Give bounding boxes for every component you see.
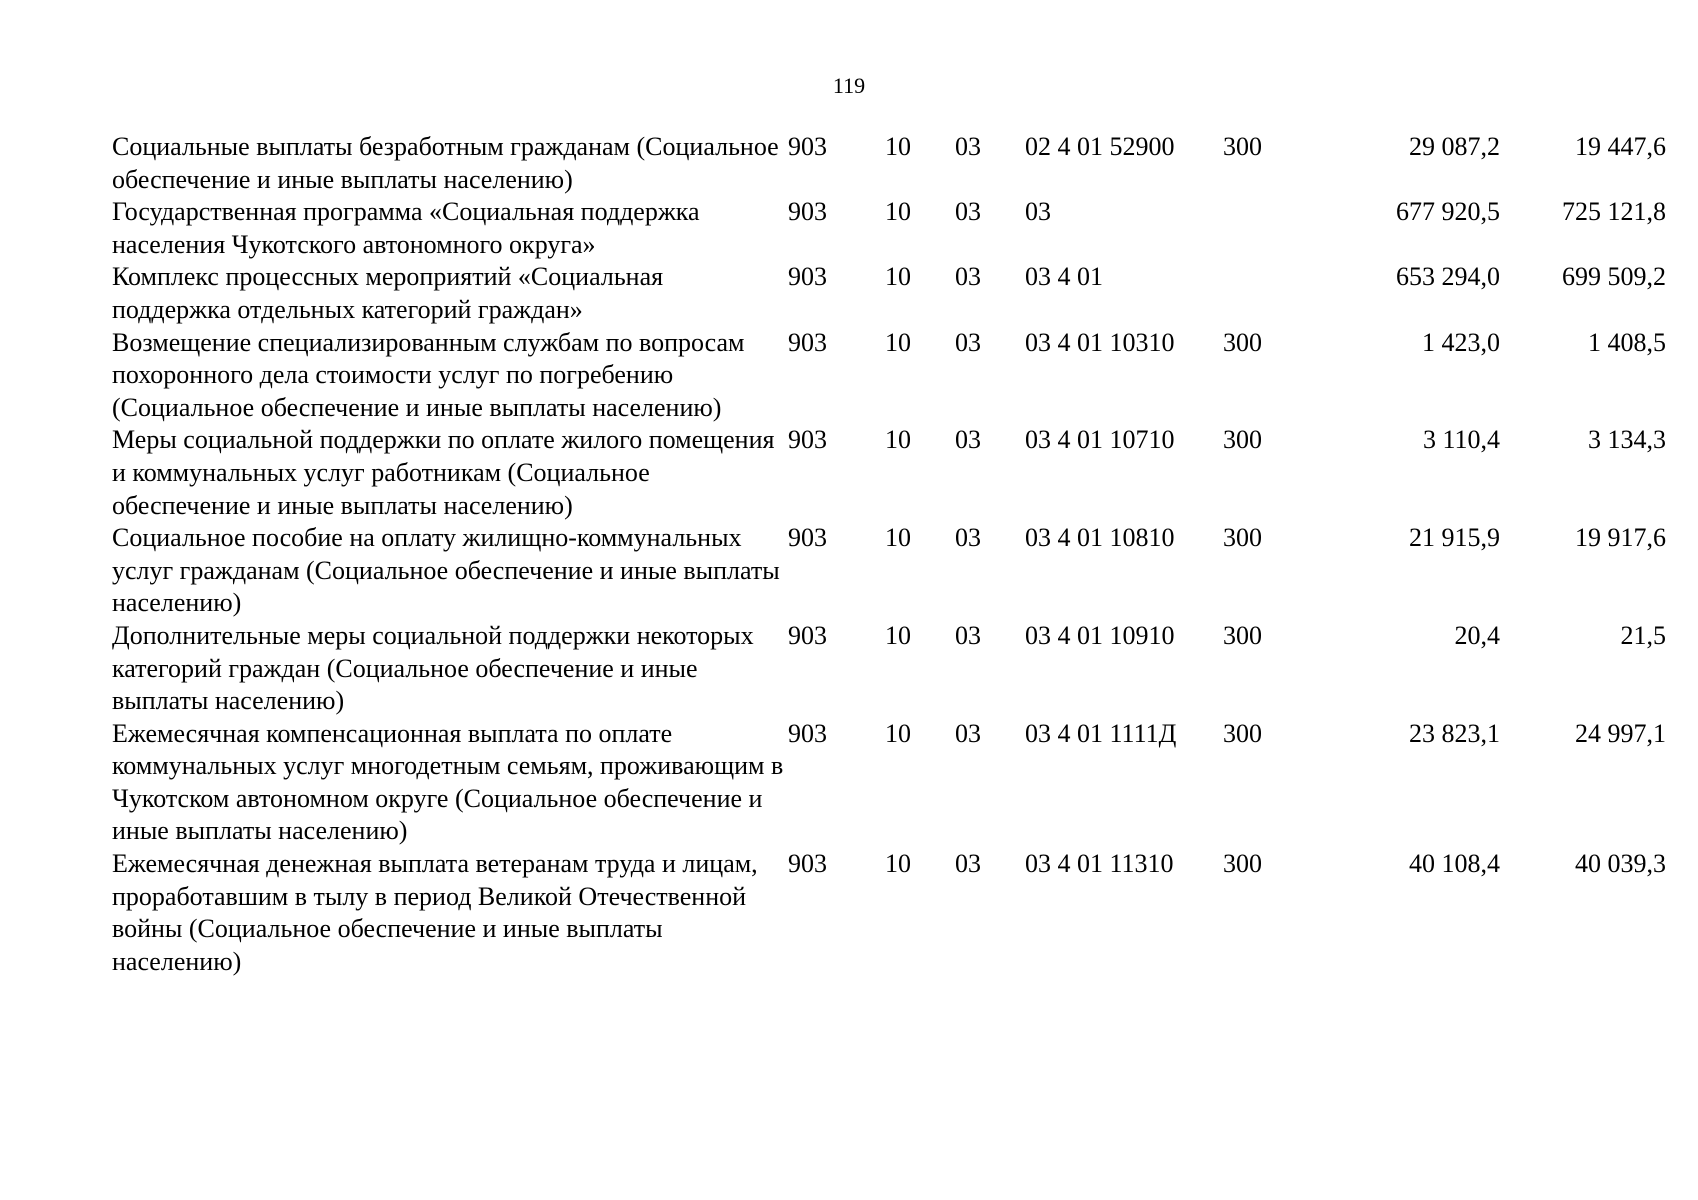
row-name: Государственная программа «Социальная поддержка населения Чукотского автономного округа» [112,197,700,259]
row-target-article-code: 03 [1025,197,1051,227]
row-subsection-code: 03 [955,523,981,553]
row-subsection-code: 03 [955,425,981,455]
row-amount-year-1: 40 108,4 [1409,849,1500,879]
row-subsection-code: 03 [955,849,981,879]
row-name: Ежемесячная компенсационная выплата по оплате коммунальных услуг многодетным семьям, проживающим в Чукотском автономном округе (Социальное обеспечение и иные выплаты населению) [112,718,784,846]
table-row [112,327,1666,425]
row-grbs-code: 903 [788,132,827,161]
row-name: Дополнительные меры социальной поддержки некоторых категорий граждан (Социальное обеспечение и иные выплаты населению) [112,620,754,716]
row-target-article-code: 03 4 01 1111Д [1025,718,1177,748]
page-number: 119 [832,73,866,98]
row-target-article-code: 02 4 01 52900 [1025,132,1175,161]
row-amount-year-2: 699 509,2 [1562,262,1666,292]
table-row [112,196,1666,261]
row-subsection-code: 03 [955,197,981,227]
row-amount-year-1: 1 423,0 [1422,327,1500,357]
row-section-code: 10 [885,262,911,292]
row-target-article-code: 03 4 01 10710 [1025,425,1175,455]
row-section-code: 10 [885,132,911,161]
row-expense-type-code: 300 [1223,327,1262,357]
row-subsection-code: 03 [955,262,981,292]
row-grbs-code: 903 [788,327,827,357]
row-expense-type-code: 300 [1223,718,1262,748]
row-section-code: 10 [885,327,911,357]
row-amount-year-2: 19 917,6 [1575,523,1666,553]
row-grbs-code: 903 [788,718,827,748]
row-section-code: 10 [885,523,911,553]
row-amount-year-2: 3 134,3 [1588,425,1666,455]
row-amount-year-1: 23 823,1 [1409,718,1500,748]
row-amount-year-1: 21 915,9 [1409,523,1500,553]
row-target-article-code: 03 4 01 10910 [1025,620,1175,650]
table-row [112,522,1666,620]
row-amount-year-2: 725 121,8 [1562,197,1666,227]
table-row [112,261,1666,326]
row-amount-year-1: 677 920,5 [1396,197,1500,227]
table-row [112,131,1666,196]
row-name: Социальное пособие на оплату жилищно-коммунальных услуг гражданам (Социальное обеспечение и иные выплаты населению) [112,523,780,618]
row-section-code: 10 [885,718,911,748]
row-amount-year-2: 21,5 [1620,620,1666,650]
table-body [112,131,1666,978]
row-amount-year-1: 29 087,2 [1409,132,1500,161]
row-amount-year-1: 653 294,0 [1396,262,1500,292]
row-amount-year-2: 24 997,1 [1575,718,1666,748]
row-amount-year-2: 19 447,6 [1575,132,1666,161]
row-grbs-code: 903 [788,849,827,879]
row-subsection-code: 03 [955,327,981,357]
row-section-code: 10 [885,620,911,650]
row-grbs-code: 903 [788,197,827,227]
row-target-article-code: 03 4 01 10810 [1025,523,1175,553]
row-subsection-code: 03 [955,620,981,650]
row-expense-type-code: 300 [1223,132,1262,161]
table-row [112,718,1666,848]
row-grbs-code: 903 [788,620,827,650]
row-grbs-code: 903 [788,262,827,292]
table-row [112,620,1666,718]
budget-table [112,131,1666,978]
row-target-article-code: 03 4 01 10310 [1025,327,1175,357]
row-name: Возмещение специализированным службам по вопросам похоронного дела стоимости услуг по погребению (Социальное обеспечение и иные выплаты населению) [112,327,745,422]
table-row [112,848,1666,978]
row-grbs-code: 903 [788,425,827,455]
row-grbs-code: 903 [788,523,827,553]
row-section-code: 10 [885,425,911,455]
row-expense-type-code: 300 [1223,620,1262,650]
row-amount-year-2: 1 408,5 [1588,327,1666,357]
row-amount-year-2: 40 039,3 [1575,849,1666,879]
row-expense-type-code [1223,196,1340,261]
row-expense-type-code: 300 [1223,849,1262,879]
row-name: Ежемесячная денежная выплата ветеранам труда и лицам, проработавшим в тылу в период Великой Отечественной войны (Социальное обеспечение и иные выплаты населению) [112,849,758,976]
row-section-code: 10 [885,197,911,227]
row-amount-year-1: 3 110,4 [1422,425,1500,455]
row-name: Социальные выплаты безработным гражданам (Социальное обеспечение и иные выплаты населению) [112,132,779,194]
row-expense-type-code [1223,261,1340,326]
row-name: Комплекс процессных мероприятий «Социальная поддержка отдельных категорий граждан» [112,262,664,324]
table-row [112,424,1666,522]
row-section-code: 10 [885,849,911,879]
row-expense-type-code: 300 [1223,523,1262,553]
row-name: Меры социальной поддержки по оплате жилого помещения и коммунальных услуг работникам (Социальное обеспечение и иные выплаты населению) [112,425,775,520]
row-subsection-code: 03 [955,132,981,161]
row-target-article-code: 03 4 01 [1025,262,1103,292]
row-subsection-code: 03 [955,718,981,748]
row-amount-year-1: 20,4 [1454,620,1500,650]
row-target-article-code: 03 4 01 11310 [1025,849,1174,879]
row-expense-type-code: 300 [1223,425,1262,455]
